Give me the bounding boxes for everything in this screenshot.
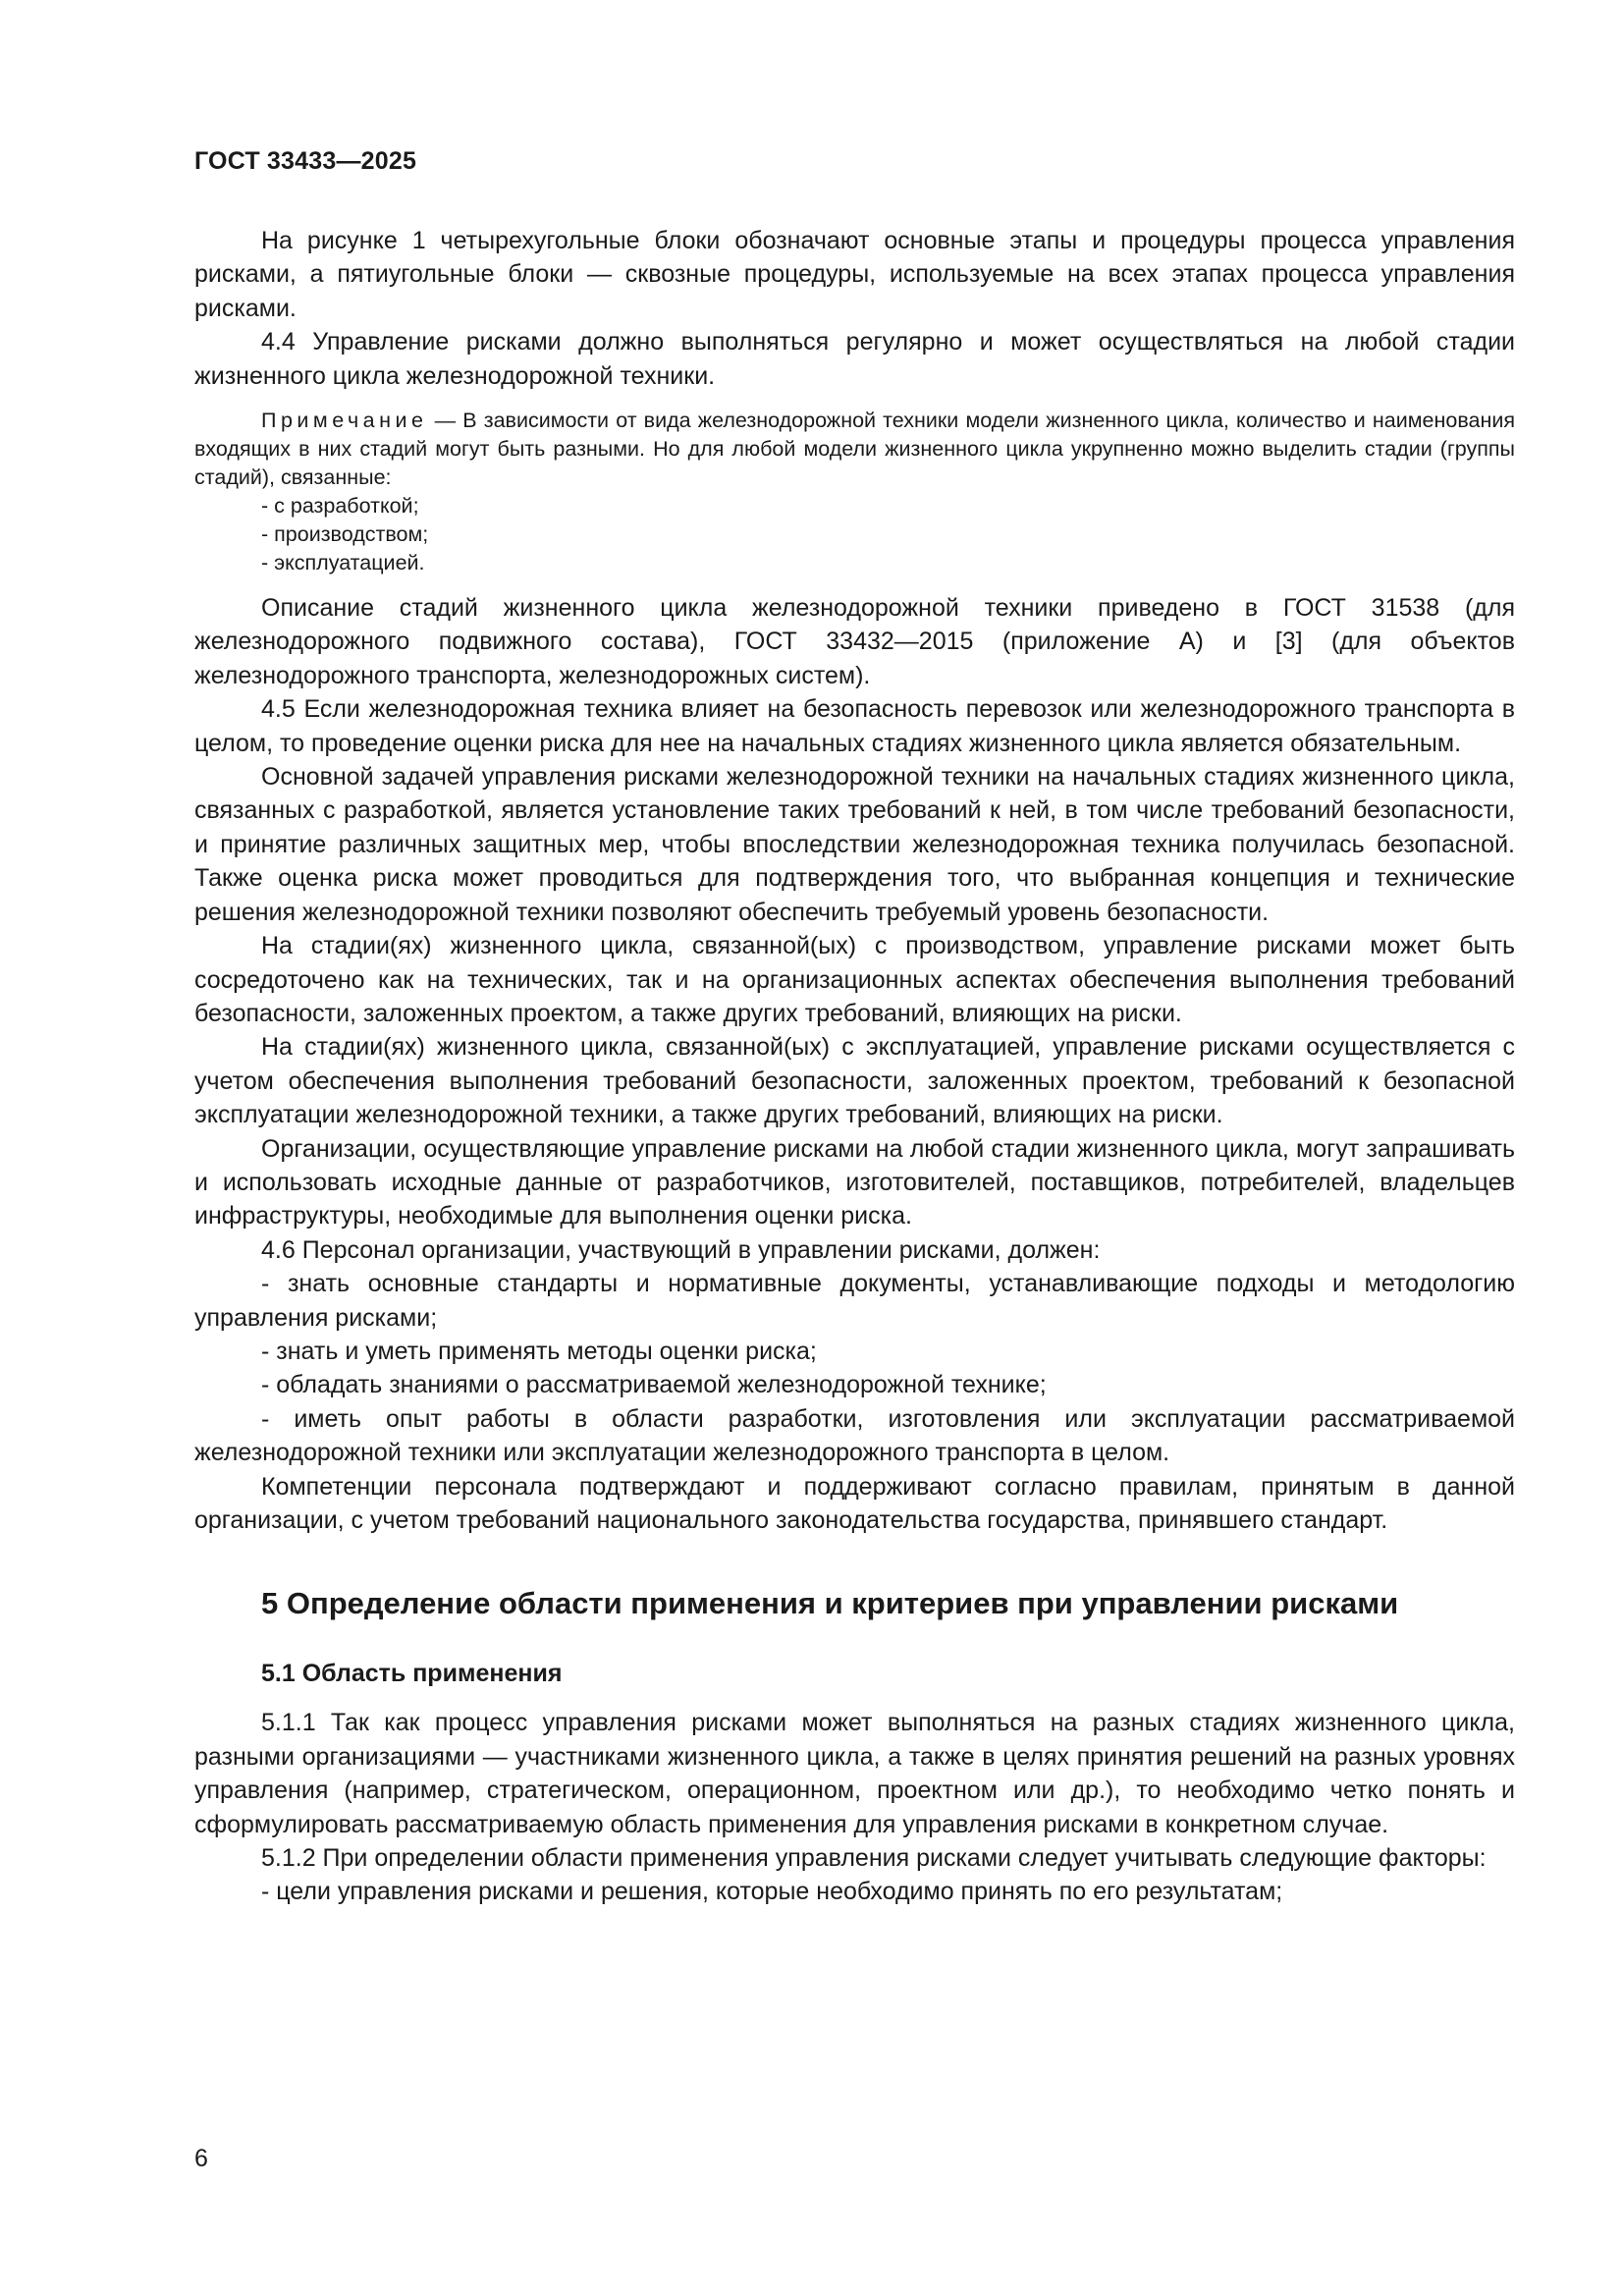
- subsection-heading: 5.1 Область применения: [261, 1660, 563, 1688]
- paragraph-4-5: 4.5 Если железнодорожная техника влияет на безопасность перевозок или железнодорожного транспорта в целом, то проведение оценки риска для нее на начальных стадиях жизненного цикла является обязательным.: [194, 695, 1515, 757]
- paragraph: Компетенции персонала подтверждают и поддерживают согласно правилам, принятым в данной организации, с учетом требований национального законодательства государства, принявшего стандарт.: [194, 1472, 1515, 1534]
- note-label: Примечание: [261, 409, 428, 433]
- paragraph: Описание стадий жизненного цикла железнодорожной техники приведено в ГОСТ 31538 (для железнодорожного подвижного состава), ГОСТ 33432—2015 (приложение А) и [3] (для объектов железнодорожного транспорта, железнодорожных систем).: [194, 594, 1515, 689]
- note: [194, 407, 1515, 492]
- page-number: 6: [194, 2145, 208, 2172]
- section-heading: 5 Определение области применения и критериев при управлении рисками: [261, 1586, 1399, 1621]
- list-item: - знать основные стандарты и нормативные документы, устанавливающие подходы и методологию управления рисками;: [194, 1270, 1515, 1332]
- paragraph-5-1-2: 5.1.2 При определении области применения управления рисками следует учитывать следующие факторы:: [261, 1844, 1487, 1873]
- note-list-item: - эксплуатацией.: [261, 551, 425, 575]
- paragraph-4-4: 4.4 Управление рисками должно выполняться регулярно и может осуществляться на любой стадии жизненного цикла железнодорожной техники.: [194, 328, 1515, 390]
- paragraph: На стадии(ях) жизненного цикла, связанной(ых) с эксплуатацией, управление рисками осуществляется с учетом обеспечения выполнения требований безопасности, заложенных проектом, требований к безопасной эксплуатации железнодорожной техники, а также других требований, влияющих на риски.: [194, 1033, 1515, 1129]
- paragraph-5-1-1: 5.1.1 Так как процесс управления рисками может выполняться на разных стадиях жизненного цикла, разными организациями — участниками жизненного цикла, а также в целях принятия решений на разных уровнях управления (например, стратегическом, операционном, проектном или др.), то необходимо четко понять и сформулировать рассматриваемую область применения для управления рисками в конкретном случае.: [194, 1709, 1515, 1838]
- list-item: - иметь опыт работы в области разработки, изготовления или эксплуатации рассматриваемой железнодорожной техники или эксплуатации железнодорожного транспорта в целом.: [194, 1404, 1515, 1467]
- paragraph-4-6: 4.6 Персонал организации, участвующий в управлении рисками, должен:: [261, 1235, 1101, 1264]
- paragraph: На стадии(ях) жизненного цикла, связанной(ых) с производством, управление рисками может быть сосредоточено как на технических, так и на организационных аспектах обеспечения выполнения требований безопасности, заложенных проектом, а также других требований, влияющих на риски.: [194, 932, 1515, 1027]
- note-text: — В зависимости от вида железнодорожной техники модели жизненного цикла, количество и наименования входящих в них стадий могут быть разными. Но для любой модели жизненного цикла укрупненно можно выделить стадии (группы стадий), связанные:: [194, 409, 1515, 490]
- list-item: - обладать знаниями о рассматриваемой железнодорожной технике;: [261, 1371, 1047, 1399]
- note-list-item: - производством;: [261, 522, 429, 547]
- document-body: [194, 224, 1515, 1909]
- list-item: - цели управления рисками и решения, которые необходимо принять по его результатам;: [261, 1878, 1283, 1906]
- list-item: - знать и уметь применять методы оценки риска;: [261, 1337, 817, 1365]
- document-header: ГОСТ 33433—2025: [194, 147, 417, 175]
- paragraph: Основной задачей управления рисками железнодорожной техники на начальных стадиях жизненного цикла, связанных с разработкой, является установление таких требований к ней, в том числе требований безопасности, и принятие различных защитных мер, чтобы впоследствии железнодорожная техника получилась безопасной. Также оценка риска может проводиться для подтверждения того, что выбранная концепция и технические решения железнодорожной техники позволяют обеспечить требуемый уровень безопасности.: [194, 763, 1515, 926]
- note-list-item: - с разработкой;: [261, 494, 419, 519]
- paragraph: Организации, осуществляющие управление рисками на любой стадии жизненного цикла, могут запрашивать и использовать исходные данные от разработчиков, изготовителей, поставщиков, потребителей, владельцев инфраструктуры, необходимые для выполнения оценки риска.: [194, 1134, 1515, 1230]
- paragraph: На рисунке 1 четырехугольные блоки обозначают основные этапы и процедуры процесса управления рисками, а пятиугольные блоки — сквозные процедуры, используемые на всех этапах процесса управления рисками.: [194, 227, 1515, 322]
